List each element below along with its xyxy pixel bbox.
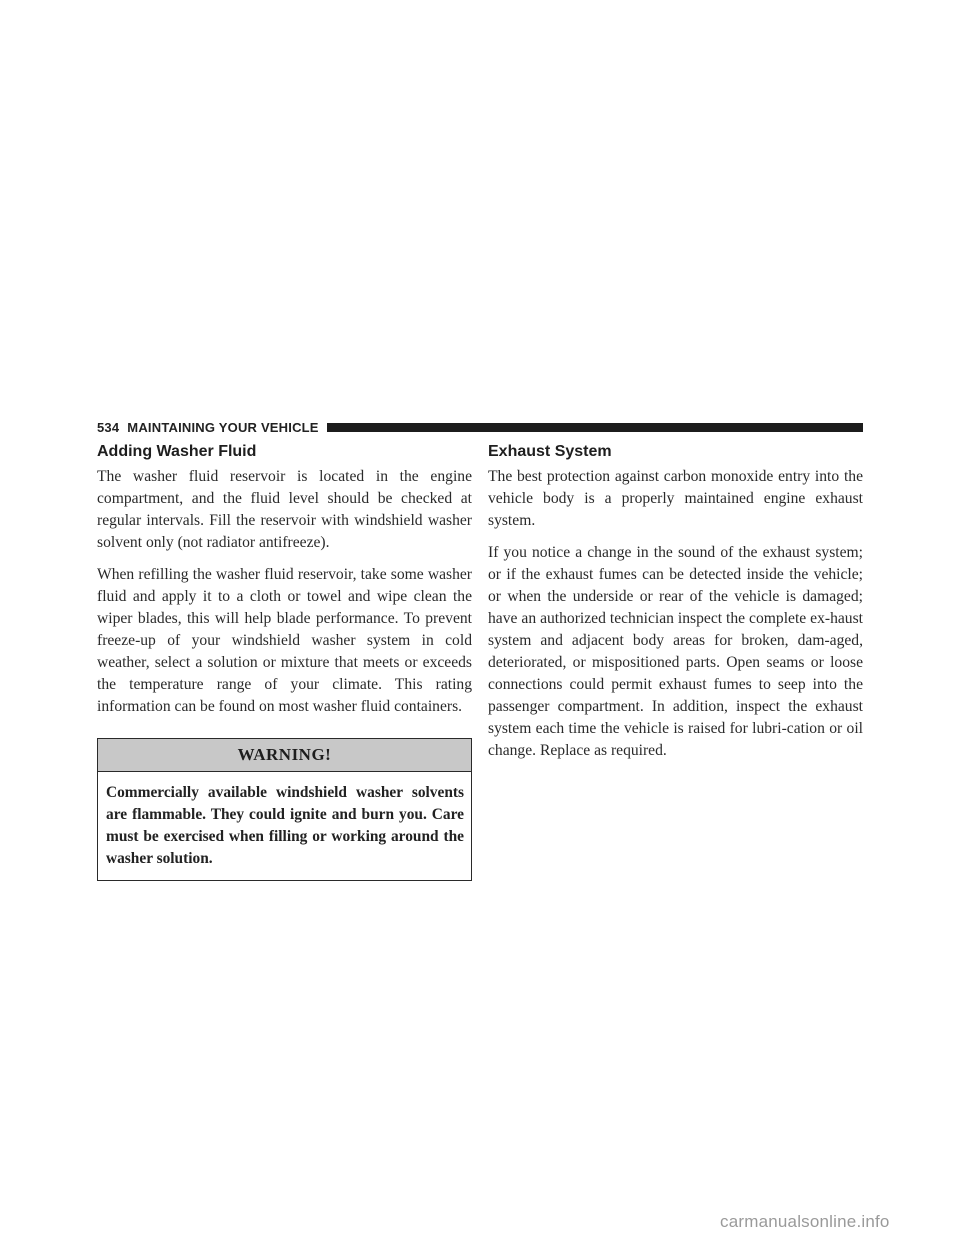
exhaust-paragraph-1: The best protection against carbon monoxide entry into the vehicle body is a properly maintained engine exhaust system. [488, 468, 863, 529]
warning-text: Commercially available windshield washer solvents are flammable. They could ignite and burn you. Care must be exercised when filling or working around the washer solution. [106, 784, 464, 867]
watermark: carmanualsonline.info [720, 1212, 890, 1231]
warning-title: WARNING! [98, 739, 471, 772]
washer-fluid-paragraph-2: When refilling the washer fluid reservoir, take some washer fluid and apply it to a cloth or towel and wipe clean the wiper blades, this will help blade performance. To prevent freeze-up of your windshield washer system in cold weather, select a solution or mixture that meets or exceeds the temperature range of your climate. This rating information can be found on most washer fluid containers. [97, 566, 472, 715]
exhaust-system-heading: Exhaust System [488, 443, 612, 460]
header-rule [327, 423, 863, 432]
section-title: MAINTAINING YOUR VEHICLE [127, 419, 319, 435]
page-number: 534 [97, 419, 120, 435]
washer-fluid-heading: Adding Washer Fluid [97, 443, 257, 460]
exhaust-paragraph-2: If you notice a change in the sound of the exhaust system; or if the exhaust fumes can be detected inside the vehicle; or when the underside or rear of the vehicle is damaged; have an authorized technician inspect the complete ex-haust system and adjacent body areas for broken, dam-aged, deteriorated, or mispositioned parts. Open seams or loose connections could permit exhaust fumes to seep into the passenger compartment. In addition, inspect the exhaust system each time the vehicle is raised for lubri-cation or oil change. Replace as required. [488, 544, 863, 759]
left-column [97, 442, 472, 881]
running-header [97, 418, 863, 436]
right-column [488, 442, 863, 772]
warning-box [97, 738, 472, 881]
washer-fluid-paragraph-1: The washer fluid reservoir is located in the engine compartment, and the fluid level should be checked at regular intervals. Fill the reservoir with windshield washer solvent only (not radiator antifreeze). [97, 468, 472, 551]
